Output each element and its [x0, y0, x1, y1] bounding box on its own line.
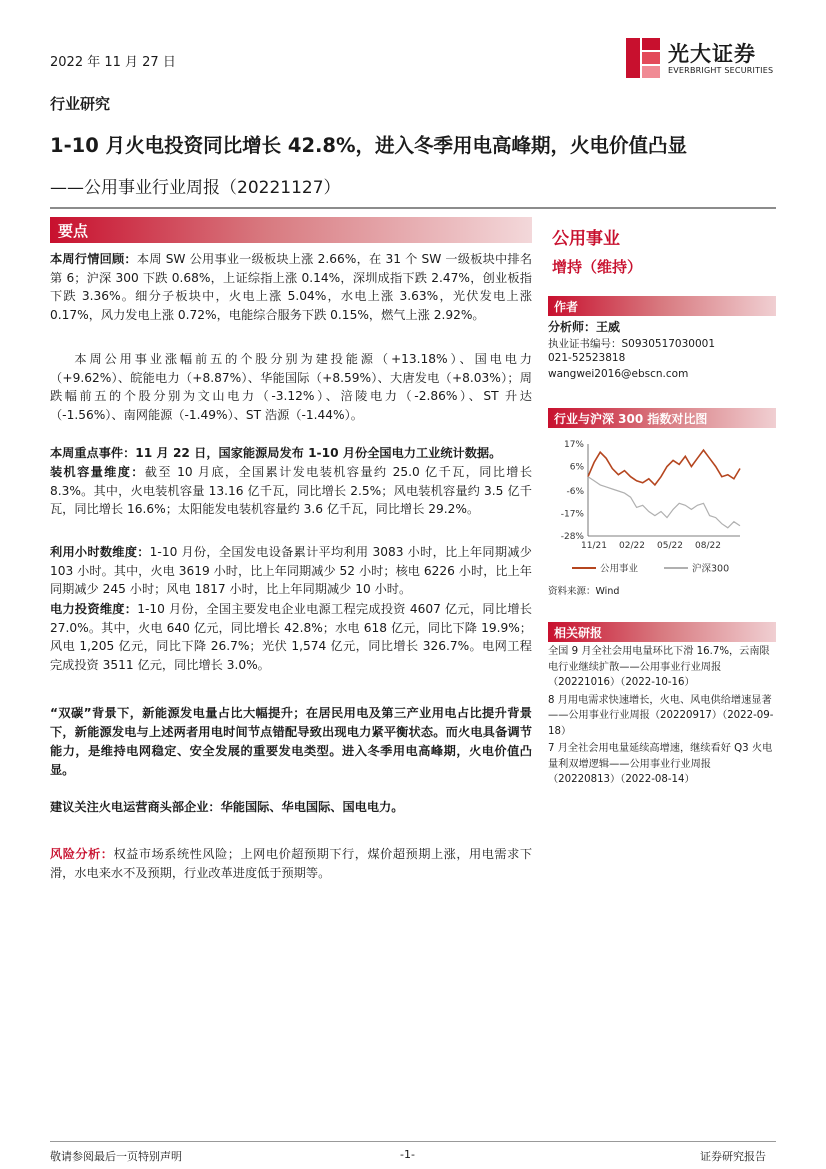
chart-grid — [588, 444, 740, 536]
utilization-head: 利用小时数维度： — [50, 545, 150, 559]
report-category: 行业研究 — [50, 95, 111, 113]
x-tick-label: 08/22 — [695, 541, 721, 551]
y-tick-label: -6% — [566, 487, 584, 498]
chart-source: 资料来源：Wind — [548, 586, 620, 597]
author-label: 作者 — [554, 300, 579, 314]
footer-divider — [50, 1141, 776, 1142]
chart-labels — [561, 440, 721, 551]
related-report-item[interactable]: 7 月全社会用电量延续高增速，继续看好 Q3 火电量利双增逻辑——公用事业行业周报（20220813）（2022-08-14） — [548, 743, 773, 785]
related-report-item[interactable]: 8 月用电需求快速增长，火电、风电供给增速显著——公用事业行业周报（20220917）（2022-09-18） — [548, 694, 774, 737]
related-reports-list — [548, 644, 776, 788]
investment-head: 电力投资维度： — [50, 602, 138, 616]
keypoints-header-bar — [50, 217, 532, 243]
risk-paragraph — [50, 845, 532, 882]
analyst-name: 分析师：王威 — [548, 320, 621, 334]
recommendation-paragraph: 建议关注火电运营商头部企业：华能国际、华电国际、国电电力。 — [50, 800, 404, 814]
report-date: 2022 年 11 月 27 日 — [50, 55, 176, 70]
y-tick-label: -17% — [560, 509, 584, 520]
chart-legend — [572, 563, 729, 575]
risk-head: 风险分析： — [50, 847, 114, 861]
market-review-paragraph — [50, 250, 532, 324]
analyst-license: 执业证书编号：S0930517030001 — [548, 338, 716, 350]
related-label: 相关研报 — [554, 626, 603, 640]
y-tick-label: 17% — [563, 440, 584, 450]
page-number: -1- — [400, 1148, 415, 1161]
logo-text-cn: 光大证券 — [668, 42, 756, 66]
conclusion-paragraph: “双碳”背景下，新能源发电量占比大幅提升；在居民用电及第三产业用电占比提升背景下，新能源发电与上述两者用电时间节点错配导致出现电力紧平衡状态。而火电具备调节能力，是维持电网稳定、安全发展的重要发电类型。进入冬季用电高峰期，火电价值凸显。 — [50, 706, 532, 777]
analyst-email[interactable]: wangwei2016@ebscn.com — [548, 368, 689, 380]
analyst-phone: 021-52523818 — [548, 352, 626, 364]
market-review-head: 本周行情回顾： — [50, 252, 137, 266]
chart-label: 行业与沪深 300 指数对比图 — [554, 412, 708, 426]
capacity-body: 截至 10 月底，全国累计发电装机容量约 25.0 亿千瓦，同比增长 8.3%。其中，火电装机容量 13.16 亿千瓦，同比增长 2.5%；风电装机容量约 3.5 亿千瓦，同比增长 16.6%；太阳能发电装机容量约 3.6 亿千瓦，同比增长 29.2%。 — [50, 465, 533, 516]
investment-body: 1-10 月份，全国主要发电企业电源工程完成投资 4607 亿元，同比增长 27.0%。其中，火电 640 亿元，同比增长 42.8%；水电 618 亿元，同比下降 19.9%；风电 1,205 亿元，同比下降 26.7%；光伏 1,574 亿元，同比增长 326.7%。电网工程完成投资 3511 亿元，同比增长 3.0%。 — [50, 602, 532, 672]
utilization-paragraph — [50, 543, 532, 599]
series-line-1 — [588, 477, 740, 528]
top-stocks-paragraph: 本周公用事业涨幅前五的个股分别为建投能源（+13.18%）、国电电力（+9.62%）、皖能电力（+8.87%）、华能国际（+8.59%）、大唐发电（+8.03%）；周跌幅前五的个股分别为文山电力（-3.12%）、涪陵电力（-2.86%）、ST 升达（-1.56%）、南网能源（-1.49%）、ST 浩源（-1.44%）。 — [50, 352, 532, 422]
x-tick-label: 02/22 — [619, 541, 645, 551]
logo-text-en: EVERBRIGHT SECURITIES — [668, 66, 774, 75]
series-line-0 — [588, 450, 740, 485]
capacity-paragraph — [50, 463, 532, 519]
investment-paragraph — [50, 600, 532, 674]
legend-label-1: 沪深300 — [692, 563, 730, 575]
x-tick-label: 11/21 — [581, 541, 607, 551]
keypoints-label: 要点 — [58, 222, 89, 240]
footer-disclaimer: 敬请参阅最后一页特别声明 — [50, 1150, 182, 1163]
report-subtitle: ——公用事业行业周报（20221127） — [50, 178, 341, 198]
industry-name: 公用事业 — [552, 229, 620, 249]
chart-lines — [588, 450, 740, 528]
footer-brand: 证券研究报告 — [700, 1150, 766, 1163]
industry-rating: 增持（维持） — [552, 258, 643, 276]
risk-body: 权益市场系统性风险；上网电价超预期下行，煤价超预期上涨，用电需求下滑，水电来水不及预期，行业改革进度低于预期等。 — [50, 847, 533, 880]
y-tick-label: -28% — [560, 532, 584, 542]
report-title: 1-10 月火电投资同比增长 42.8%，进入冬季用电高峰期，火电价值凸显 — [50, 134, 688, 157]
key-event-paragraph: 本周重点事件：11 月 22 日，国家能源局发布 1-10 月份全国电力工业统计数据。 — [50, 446, 502, 460]
legend-label-0: 公用事业 — [600, 563, 639, 575]
x-tick-label: 05/22 — [657, 541, 683, 551]
header-divider — [50, 207, 776, 209]
author-header-bar — [548, 296, 776, 316]
related-report-item[interactable]: 全国 9 月全社会用电量环比下滑 16.7%，云南限电行业继续扩散——公用事业行业周报（20221016）（2022-10-16） — [548, 646, 770, 688]
y-tick-label: 6% — [569, 462, 584, 473]
market-review-body: 本周 SW 公用事业一级板块上涨 2.66%，在 31 个 SW 一级板块中排名第 6；沪深 300 下跌 0.68%，上证综指上涨 0.14%，深圳成指下跌 2.47%，创业板指下跌 3.36%。细分子板块中，火电上涨 5.04%，水电上涨 3.63%，光伏发电上涨 0.17%，风力发电上涨 0.72%，电能综合服务下跌 0.15%，燃气上涨 2.92%。 — [50, 252, 533, 322]
utilization-body: 1-10 月份，全国发电设备累计平均利用 3083 小时，比上年同期减少 103 小时。其中，火电 3619 小时，比上年同期减少 52 小时；核电 6226 小时，比上年同期减少 245 小时；风电 1817 小时，比上年同期减少 10 小时。 — [50, 545, 532, 596]
capacity-head: 装机容量维度： — [50, 465, 145, 479]
